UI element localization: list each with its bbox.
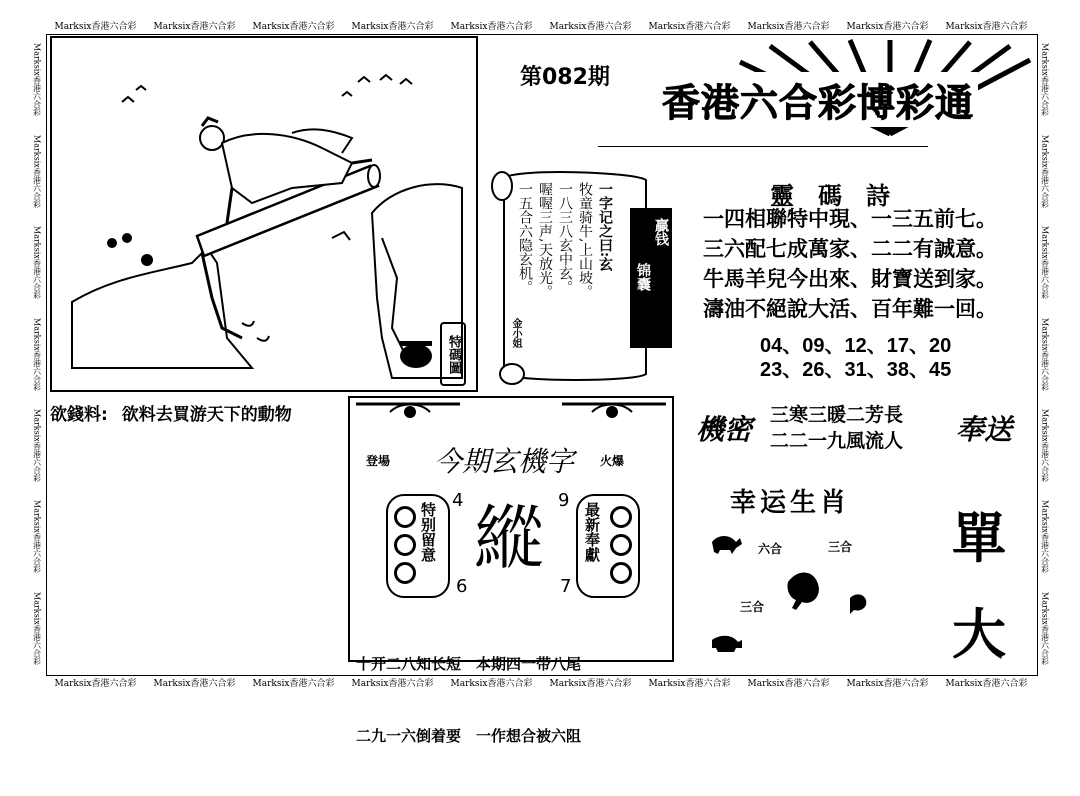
watermark-text: Marksix香港六合彩 (747, 678, 830, 689)
zodiac-label: 六合 (758, 542, 783, 556)
pig-icon (712, 636, 742, 652)
watermark-text: Marksix香港六合彩 (549, 21, 632, 32)
watermark-text: Marksix香港六合彩 (648, 678, 731, 689)
number-bottom-right: 7 (560, 576, 572, 597)
brand-title: 香港六合彩博彩通 (658, 72, 978, 127)
watermark-text: Marksix香港六合彩 (747, 21, 830, 32)
circle-mark-icon (394, 562, 416, 584)
numbers-row: 23、26、31、38、45 (760, 359, 952, 381)
watermark-text: Marksix香港六合彩 (945, 678, 1028, 689)
left-pill-text: 特别留意 (419, 502, 437, 562)
watermark-text: Marksix香港六合彩 (846, 678, 929, 689)
mystery-verses (356, 604, 581, 796)
secret-line: 三寒三暖二芳長 (770, 404, 904, 426)
watermark-text: Marksix香港六合彩 (450, 678, 533, 689)
scroll-column: 喔喔三声,天放光。 (537, 182, 553, 299)
right-pill-text: 最新奉獻 (583, 502, 601, 562)
watermark-text: Marksix香港六合彩 (32, 134, 42, 208)
watermark-text: Marksix香港六合彩 (1040, 43, 1050, 117)
watermark-right-column (1038, 34, 1052, 674)
watermark-text: Marksix香港六合彩 (32, 317, 42, 391)
watermark-text: Marksix香港六合彩 (1040, 317, 1050, 391)
scroll-label-bag: 锦囊 (635, 263, 651, 291)
ornament-icon (350, 398, 672, 438)
watermark-text: Marksix香港六合彩 (32, 500, 42, 574)
poem-line: 濤油不絕說大活、百年難一回。 (703, 296, 997, 321)
number-top-right: 9 (558, 490, 570, 511)
ox-icon (712, 536, 742, 554)
watermark-text: Marksix香港六合彩 (1040, 226, 1050, 299)
secret-right: 奉送 (956, 413, 1013, 446)
scroll-column: 一字记之曰:玄 (597, 182, 613, 272)
numbers-row: 04、09、12、17、20 (760, 335, 952, 357)
big-char: 大 (952, 603, 1006, 666)
mystery-right-tag: 火爆 (600, 454, 625, 468)
rooster-icon (787, 572, 818, 610)
left-pill (386, 494, 450, 598)
scroll-column: 牧童骑牛,上山坡。 (577, 182, 593, 299)
watermark-left-column (30, 34, 44, 674)
watermark-text: Marksix香港六合彩 (32, 591, 42, 665)
watermark-text: Marksix香港六合彩 (846, 21, 929, 32)
watermark-text: Marksix香港六合彩 (252, 21, 335, 32)
watermark-text: Marksix香港六合彩 (1040, 408, 1050, 482)
scroll-label-win: 贏钱 (653, 218, 669, 246)
circle-mark-icon (610, 534, 632, 556)
circle-mark-icon (394, 534, 416, 556)
poem-rule (598, 146, 928, 147)
mystery-character: 縱 (474, 497, 544, 579)
watermark-text: Marksix香港六合彩 (153, 678, 236, 689)
poem-title: 靈 碼 詩 (770, 181, 890, 210)
scroll-signature: 金小姐 (510, 318, 521, 348)
watermark-text: Marksix香港六合彩 (351, 21, 434, 32)
watermark-text: Marksix香港六合彩 (648, 21, 731, 32)
poem-numbers (760, 334, 951, 382)
single-char: 單 (952, 507, 1006, 570)
mystery-left-tag: 登場 (366, 454, 391, 468)
poem-line: 三六配七成萬家、二二有誠意。 (703, 236, 997, 261)
zodiac-animals-icon (700, 520, 900, 670)
watermark-text: Marksix香港六合彩 (450, 21, 533, 32)
goat-icon (850, 594, 866, 614)
riddle-text: 欲料去買游天下的動物 (121, 405, 292, 425)
scroll-panel (486, 168, 676, 388)
circle-mark-icon (394, 506, 416, 528)
scroll-column: 一五合六隐玄机。 (517, 182, 533, 294)
circle-mark-icon (610, 562, 632, 584)
watermark-text: Marksix香港六合彩 (32, 226, 42, 299)
watermark-text: Marksix香港六合彩 (32, 43, 42, 117)
watermark-text: Marksix香港六合彩 (549, 678, 632, 689)
zodiac-cluster (700, 520, 900, 670)
scroll-text (516, 182, 614, 352)
watermark-text: Marksix香港六合彩 (1040, 500, 1050, 574)
watermark-text: Marksix香港六合彩 (351, 678, 434, 689)
poem-lines (703, 204, 997, 324)
mystery-verse: 二九一六倒着要 一作想合被六阻 (356, 727, 582, 745)
watermark-text: Marksix香港六合彩 (1040, 134, 1050, 208)
riddle-label: 欲錢料: (50, 405, 108, 425)
watermark-text: Marksix香港六合彩 (1040, 591, 1050, 665)
riddle (50, 400, 292, 425)
poem-line: 牛馬羊兒今出來、財寶送到家。 (703, 266, 997, 291)
watermark-text: Marksix香港六合彩 (32, 408, 42, 482)
issue-number: 第082期 (520, 65, 610, 90)
number-bottom-left: 6 (456, 576, 468, 597)
watermark-text: Marksix香港六合彩 (945, 21, 1028, 32)
number-top-left: 4 (452, 490, 464, 511)
illustration-tag: 特碼圖 (440, 322, 466, 386)
zodiac-label: 三合 (740, 600, 765, 614)
watermark-text: Marksix香港六合彩 (54, 21, 137, 32)
mystery-title: 今期玄機字 (434, 445, 575, 478)
lucky-title: 幸运生肖 (730, 488, 851, 518)
cowherd-illustration (52, 38, 476, 390)
mystery-verse: 十开二八知长短 本期四一带八尾 (356, 655, 582, 673)
circle-mark-icon (610, 506, 632, 528)
watermark-text: Marksix香港六合彩 (153, 21, 236, 32)
right-pill (576, 494, 640, 598)
birds-icon (122, 75, 412, 102)
pot-icon (400, 341, 432, 368)
watermark-text: Marksix香港六合彩 (252, 678, 335, 689)
watermark-text: Marksix香港六合彩 (54, 678, 137, 689)
scroll-column: 一八三八玄中玄。 (557, 182, 573, 294)
poem-line: 一四相聯特中現、一三五前七。 (703, 206, 997, 231)
secret-line: 二二一九風流人 (770, 430, 904, 452)
illustration-panel (50, 36, 478, 392)
secret-lines (770, 402, 903, 454)
watermark-top-row (46, 18, 1036, 32)
secret-left: 機密 (696, 413, 753, 446)
zodiac-label: 三合 (828, 540, 853, 554)
